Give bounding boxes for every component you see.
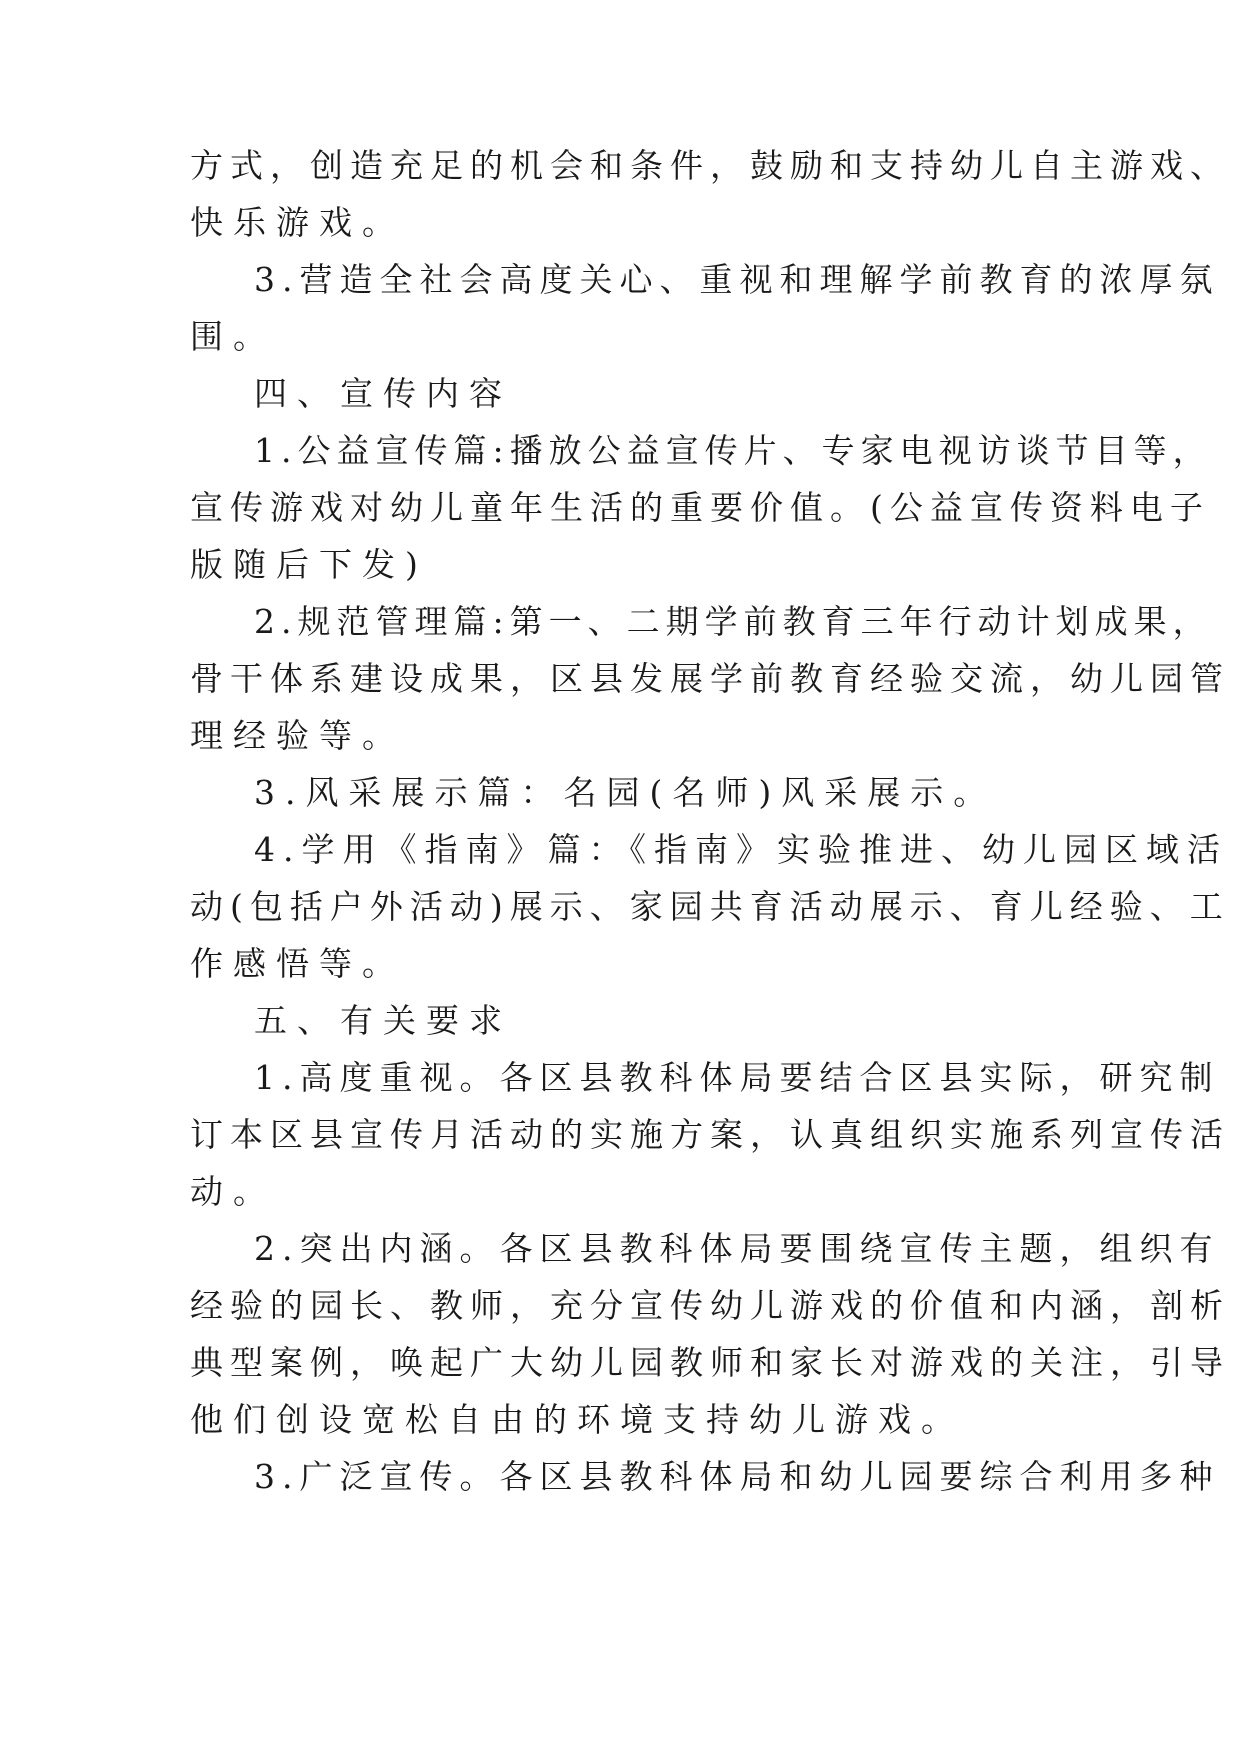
paragraph-line: 经验的园长、教师，充分宣传幼儿游戏的价值和内涵，剖析	[190, 1286, 1230, 1325]
paragraph-line: 3.风采展示篇：名园(名师)风采展示。	[254, 773, 997, 812]
paragraph-line: 1.高度重视。各区县教科体局要结合区县实际，研究制	[254, 1058, 1220, 1097]
paragraph-line: 理经验等。	[190, 716, 405, 755]
paragraph-line: 方式，创造充足的机会和条件，鼓励和支持幼儿自主游戏、	[190, 146, 1230, 185]
paragraph-line: 订本区县宣传月活动的实施方案，认真组织实施系列宣传活	[190, 1115, 1230, 1154]
paragraph-line: 动。	[190, 1172, 276, 1211]
paragraph-line: 2.规范管理篇:第一、二期学前教育三年行动计划成果，	[254, 602, 1212, 641]
paragraph-line: 他们创设宽松自由的环境支持幼儿游戏。	[190, 1400, 964, 1439]
paragraph-line: 2.突出内涵。各区县教科体局要围绕宣传主题，组织有	[254, 1229, 1220, 1268]
section-heading: 四、宣传内容	[254, 374, 512, 413]
paragraph-line: 3.营造全社会高度关心、重视和理解学前教育的浓厚氛	[254, 260, 1220, 299]
paragraph-line: 快乐游戏。	[190, 203, 405, 242]
paragraph-line: 典型案例，唤起广大幼儿园教师和家长对游戏的关注，引导	[190, 1343, 1230, 1382]
paragraph-line: 动(包括户外活动)展示、家园共育活动展示、育儿经验、工	[190, 887, 1230, 926]
paragraph-line: 版随后下发)	[190, 545, 428, 584]
paragraph-line: 1.公益宣传篇:播放公益宣传片、专家电视访谈节目等，	[254, 431, 1212, 470]
paragraph-line: 围。	[190, 317, 276, 356]
paragraph-line: 宣传游戏对幼儿童年生活的重要价值。(公益宣传资料电子	[190, 488, 1210, 527]
paragraph-line: 骨干体系建设成果，区县发展学前教育经验交流，幼儿园管	[190, 659, 1230, 698]
paragraph-line: 3.广泛宣传。各区县教科体局和幼儿园要综合利用多种	[254, 1457, 1220, 1496]
section-heading: 五、有关要求	[254, 1001, 512, 1040]
paragraph-line: 作感悟等。	[190, 944, 405, 983]
paragraph-line: 4.学用《指南》篇：《指南》实验推进、幼儿园区域活	[254, 830, 1228, 869]
